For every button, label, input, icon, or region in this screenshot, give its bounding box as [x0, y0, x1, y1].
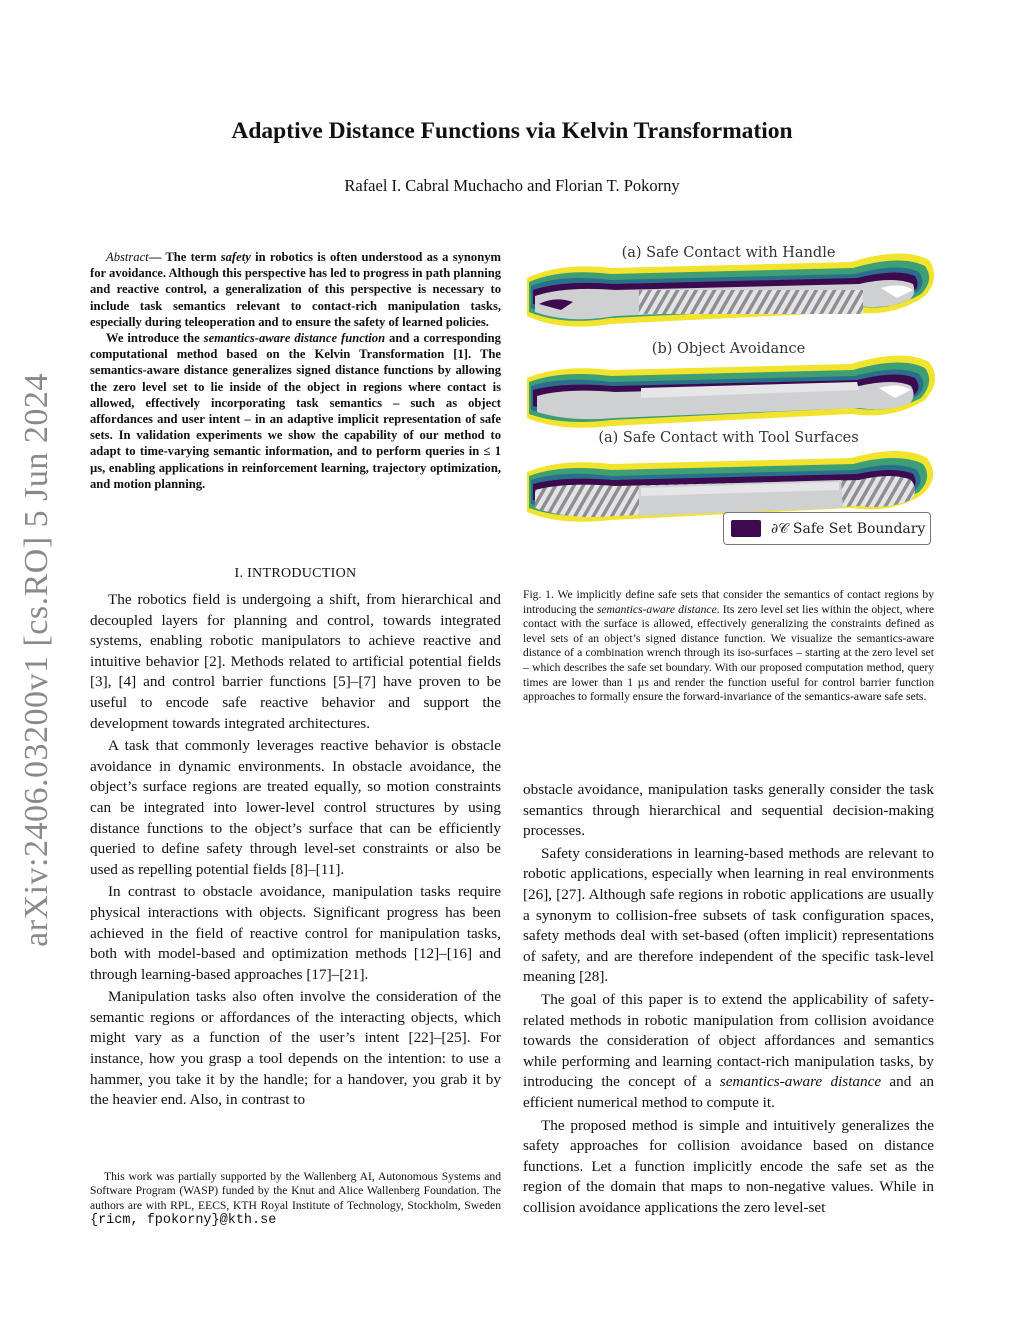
wrench-b [527, 355, 935, 427]
intro-paragraph: The goal of this paper is to extend the applicability of safety-related methods in robotic manipulation from collision avoidance towards the consideration of object affordances and semantics while performing and learning contact-rich manipulation tasks, by introducing the concept of a semantics-aware distance and an efficient numerical method to compute it. [523, 990, 934, 1111]
arxiv-id-text: arXiv:2406.03200v1 [cs.RO] 5 Jun 2024 [18, 373, 56, 947]
author-emails: {ricm, fpokorny}@kth.se [90, 1213, 277, 1229]
figure-label-c: (a) Safe Contact with Tool Surfaces [598, 430, 859, 446]
arxiv-identifier [14, 360, 60, 960]
figure-1-caption: Fig. 1. We implicitly define safe sets that consider the semantics of contact regions by introducing the semantics-aware distance. Its zero level set lies within the object, where contact with the surface is allowed, effectively generalizing the constraints defined as level sets of an object’s signed distance function. We visualize the semantics-aware distance of a combination wrench through its iso-surfaces – starting at the zero level set – which describes the safe set boundary. With our proposed computation method, query times are lower than 1 µs and render the function useful for control barrier function approaches to formally ensure the forward-invariance of the semantics-aware safe sets. [523, 588, 934, 704]
intro-left-column [90, 590, 501, 1113]
abstract-paragraph-2: We introduce the semantics-aware distance function and a corresponding computational method based on the Kelvin Transformation [1]. The semantics-aware distance generalizes signed distance functions by allowing the zero level set to lie inside of the object in regions where contact is allowed, effectively incorporating task semantics – such as object affordances and user intent – in an adaptive implicit representation of safe sets. In validation experiments we show the capability of our method to adapt to time-varying semantic information, and to perform queries in ≤ 1 µs, enabling applications in reinforcement learning, trajectory optimization, and motion planning. [90, 331, 501, 491]
figure-label-a: (a) Safe Contact with Handle [621, 245, 836, 261]
figure-1 [521, 238, 936, 550]
abstract [90, 249, 501, 492]
footnote: This work was partially supported by the Wallenberg AI, Autonomous Systems and Software Program (WASP) funded by the Knut and Alice Wallenberg Foundation. The authors are with RPL, EECS, KTH Royal Institute of Technology, Stockholm, Sweden {ricm, fpokorny}@kth.se [90, 1170, 501, 1229]
intro-paragraph: Manipulation tasks also often involve the consideration of the semantic regions or affordances of the interacting objects, which might vary as a function of the user’s intent [22]–[25]. For instance, how you grasp a tool depends on the intention: to use a hammer, you take it by the handle; for a handover, you grab it by the heavier end. Also, in contrast to [90, 988, 501, 1109]
figure-legend [723, 512, 931, 545]
figure-label-b: (b) Object Avoidance [651, 341, 806, 357]
intro-right-column [523, 780, 934, 1220]
section-heading-introduction: I. INTRODUCTION [234, 566, 357, 581]
intro-paragraph: The robotics field is undergoing a shift, from hierarchical and decoupled layers for planning and control, towards integrated systems, enabling robotic manipulators to achieve reactive and intuitive behavior [2]. Methods related to artificial potential fields [3], [4] and control barrier functions [5]–[7] have proven to be useful to encode safe reactive behavior and support the development towards integrated architectures. [90, 591, 501, 732]
wrench-illustrations [521, 238, 936, 550]
intro-paragraph: Safety considerations in learning-based methods are relevant to robotic applications, especially when learning in real environments [26], [27]. Although safe regions in robotic applications are usually a synonym to collision-free subsets of task configuration spaces, safety methods deal with set-based (often implicit) representations of safety, and are therefore independent of the specific task-level meaning [28]. [523, 844, 934, 986]
abstract-paragraph-1: Abstract— The term safety in robotics is often understood as a synonym for avoidance. Although this perspective has led to progress in path planning and reactive control, a generalization of this perspective is necessary to include task semantics relevant to contact-rich manipulation tasks, especially during teleoperation and to ensure the safety of learned policies. [90, 250, 501, 329]
intro-paragraph: A task that commonly leverages reactive behavior is obstacle avoidance in dynamic environments. In obstacle avoidance, the object’s surface regions are treated equally, so motion constraints can be integrated into lower-level control structures by using distance functions to the object’s surface that can be efficiently queried to define safety through level-set constraints or also be used as repelling potential fields [8]–[11]. [90, 737, 501, 878]
wrench-a [527, 253, 934, 326]
intro-paragraph: obstacle avoidance, manipulation tasks generally consider the task semantics through hierarchical and sequential decision-making processes. [523, 781, 934, 840]
abstract-lead: Abstract [106, 250, 149, 264]
legend-swatch [731, 520, 761, 537]
intro-paragraph: In contrast to obstacle avoidance, manipulation tasks require physical interactions with objects. Significant progress has been achieved in the field of reactive control for manipulation tasks, both with model-based and optimization methods [12]–[16] and through learning-based approaches [17]–[21]. [90, 883, 501, 983]
legend-label: ∂𝒞 Safe Set Boundary [771, 520, 926, 537]
paper-title: Adaptive Distance Functions via Kelvin Transformation [231, 118, 793, 144]
paper-authors: Rafael I. Cabral Muchacho and Florian T. Pokorny [344, 176, 680, 195]
intro-paragraph: The proposed method is simple and intuitively generalizes the safety approaches for collision avoidance based on distance functions. Let a function implicitly encode the safe set as the region of the domain that maps to non-negative values. While in collision avoidance applications the zero level-set [523, 1116, 934, 1216]
